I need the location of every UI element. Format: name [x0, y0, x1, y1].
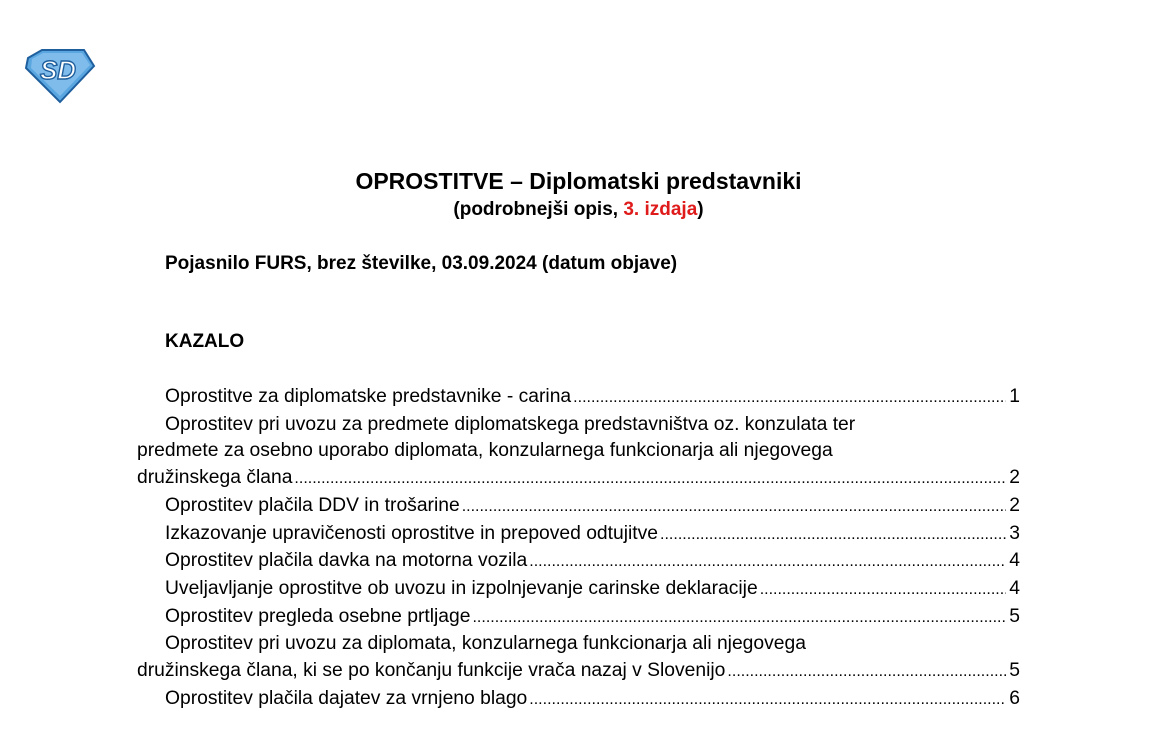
toc-dot-leader [462, 493, 1007, 521]
toc-entry-text: Uveljavljanje oprostitve ob uvozu in izpolnjevanje carinske deklaracije [165, 577, 758, 599]
toc-entry-text: Oprostitev plačila dajatev za vrnjeno blago [165, 687, 528, 709]
toc-entry-line [137, 384, 1020, 412]
toc-entry[interactable] [137, 631, 1020, 685]
toc-dot-leader [529, 548, 1006, 576]
toc-entry-text: Oprostitev pri uvozu za diplomata, konzularnega funkcionarja ali njegovega [165, 633, 806, 655]
document-title: OPROSTITVE – Diplomatski predstavniki [355, 168, 802, 194]
toc-entry-line [137, 438, 1020, 465]
source-reference: Pojasnilo FURS, brez številke, 03.09.2024 (datum objave) [165, 253, 678, 274]
toc-dot-leader [727, 658, 1006, 686]
toc-dot-leader [573, 384, 1006, 412]
toc-entry[interactable] [137, 521, 1020, 549]
toc-entry[interactable] [137, 412, 1020, 493]
toc-page-number: 2 [1009, 467, 1020, 489]
toc-entry[interactable] [137, 493, 1020, 521]
toc-page-number: 5 [1009, 660, 1020, 682]
toc-entry-line [137, 658, 1020, 686]
toc-dot-leader [294, 465, 1006, 493]
subtitle-suffix: ) [697, 199, 704, 220]
toc-entry-line [137, 576, 1020, 604]
subtitle-prefix: (podrobnejši opis, [453, 199, 624, 220]
toc-page-number: 3 [1009, 522, 1020, 544]
toc-entry-line [137, 548, 1020, 576]
toc-entry-text: družinskega člana [137, 467, 293, 489]
toc-dot-leader [760, 576, 1007, 604]
toc-dot-leader [660, 521, 1006, 549]
toc-entry-line [137, 631, 1020, 658]
toc-dot-leader [472, 604, 1006, 632]
toc-entry[interactable] [137, 384, 1020, 412]
toc-entry-line [137, 686, 1020, 714]
toc-page-number: 4 [1009, 577, 1020, 599]
toc-page-number: 1 [1009, 386, 1020, 407]
toc-entry-text: Oprostitev plačila DDV in trošarine [165, 494, 460, 516]
toc-entry-line [137, 493, 1020, 521]
document-subtitle [0, 198, 1157, 222]
toc-entry-text: Oprostitve za diplomatske predstavnike - carina [165, 386, 572, 407]
toc-entry[interactable] [137, 604, 1020, 632]
toc-page-number: 4 [1009, 550, 1020, 572]
toc-entry-line [137, 465, 1020, 493]
toc-page-number: 6 [1009, 687, 1020, 709]
table-of-contents [137, 384, 1020, 713]
toc-entry[interactable] [137, 548, 1020, 576]
toc-entry-text: predmete za osebno uporabo diplomata, konzularnega funkcionarja ali njegovega [137, 440, 833, 462]
toc-entry-text: Izkazovanje upravičenosti oprostitve in prepoved odtujitve [165, 522, 659, 544]
toc-entry-text: Oprostitev pregleda osebne prtljage [165, 605, 471, 627]
sd-logo-icon [22, 48, 96, 104]
toc-entry-text: Oprostitev plačila davka na motorna vozila [165, 550, 528, 572]
toc-dot-leader [529, 686, 1006, 714]
toc-entry[interactable] [137, 686, 1020, 714]
toc-page-number: 2 [1009, 494, 1020, 516]
toc-entry-line [137, 521, 1020, 549]
toc-entry-text: Oprostitev pri uvozu za predmete diplomatskega predstavništva oz. konzulata ter [165, 413, 856, 435]
toc-heading: KAZALO [165, 331, 245, 352]
edition-label: 3. izdaja [623, 199, 698, 220]
toc-entry-text: družinskega člana, ki se po končanju funkcije vrača nazaj v Slovenijo [137, 660, 726, 682]
toc-entry[interactable] [137, 576, 1020, 604]
logo-text: SD [39, 55, 77, 85]
toc-entry-line [137, 412, 1020, 439]
toc-page-number: 5 [1009, 605, 1020, 627]
toc-entry-line [137, 604, 1020, 632]
